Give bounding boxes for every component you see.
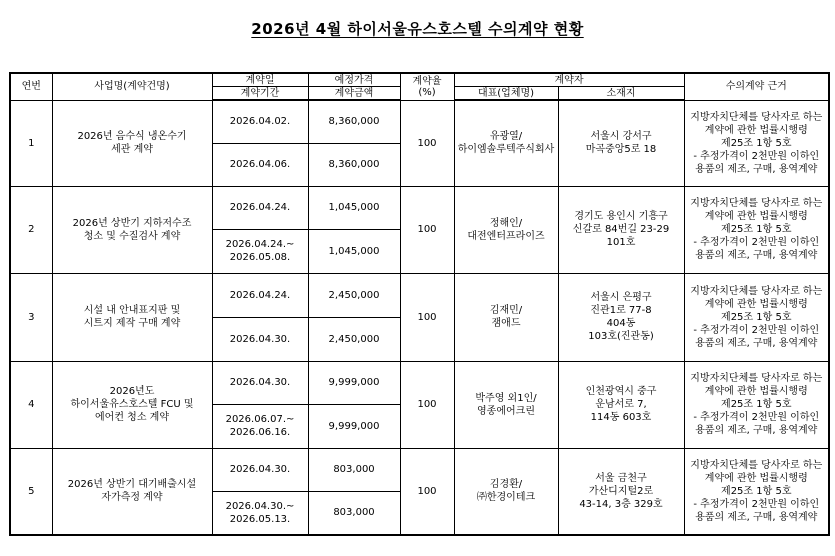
table-row [10, 100, 829, 143]
row-address: 인천광역시 중구 운남서로 7, 114동 603호 [558, 361, 684, 448]
row-representative: 유광열/ 하이엠솔루텍주식회사 [454, 100, 558, 186]
row-basis: 지방자치단체를 당사자로 하는 계약에 관한 법률시행령 제25조 1항 5호 - 추정가격이 2천만원 이하인 용품의 제조, 구매, 용역계약 [684, 186, 829, 273]
row-representative: 김재민/ 잼애드 [454, 273, 558, 361]
row-project: 2026년도 하이서울유스호스텔 FCU 및 에어컨 청소 계약 [52, 361, 212, 448]
row-contract-period: 2026.04.06. [212, 143, 308, 186]
row-contract-period: 2026.04.30. [212, 317, 308, 361]
row-no: 5 [10, 448, 52, 535]
table-row [10, 361, 829, 404]
row-contract-date: 2026.04.24. [212, 186, 308, 229]
header-contract-rate: 계약율 (%) [400, 73, 454, 100]
row-no: 4 [10, 361, 52, 448]
header-project: 사업명(계약건명) [52, 73, 212, 100]
header-no: 연번 [10, 73, 52, 100]
row-project: 2026년 상반기 대기배출시설 자가측정 계약 [52, 448, 212, 535]
row-estimated-price: 1,045,000 [308, 186, 400, 229]
row-address: 서울시 은평구 진관1로 77-8 404동 103호(진관동) [558, 273, 684, 361]
row-project: 2026년 상반기 지하저수조 청소 및 수질검사 계약 [52, 186, 212, 273]
row-rate: 100 [400, 100, 454, 186]
row-rate: 100 [400, 448, 454, 535]
row-contract-date: 2026.04.30. [212, 448, 308, 491]
row-address: 서울시 강서구 마곡중앙5로 18 [558, 100, 684, 186]
row-estimated-price: 803,000 [308, 448, 400, 491]
row-contract-amount: 8,360,000 [308, 143, 400, 186]
table-row [10, 448, 829, 491]
row-estimated-price: 2,450,000 [308, 273, 400, 317]
row-address: 서울 금천구 가산디지털2로 43-14, 3층 329호 [558, 448, 684, 535]
row-contract-date: 2026.04.30. [212, 361, 308, 404]
row-rate: 100 [400, 361, 454, 448]
row-representative: 정해인/ 대전엔터프라이즈 [454, 186, 558, 273]
row-basis: 지방자치단체를 당사자로 하는 계약에 관한 법률시행령 제25조 1항 5호 - 추정가격이 2천만원 이하인 용품의 제조, 구매, 용역계약 [684, 100, 829, 186]
row-contract-amount: 9,999,000 [308, 404, 400, 448]
header-address: 소재지 [558, 87, 684, 101]
header-contract-amount: 계약금액 [308, 87, 400, 101]
header-contract-date: 계약일 [212, 73, 308, 87]
row-estimated-price: 9,999,000 [308, 361, 400, 404]
row-contract-amount: 1,045,000 [308, 229, 400, 273]
header-estimated-price: 예정가격 [308, 73, 400, 87]
row-estimated-price: 8,360,000 [308, 100, 400, 143]
header-contractor: 계약자 [454, 73, 684, 87]
table-header [10, 73, 829, 100]
contract-table [9, 72, 830, 536]
row-contract-amount: 2,450,000 [308, 317, 400, 361]
row-rate: 100 [400, 186, 454, 273]
header-basis: 수의계약 근거 [684, 73, 829, 100]
row-project: 2026년 음수식 냉온수기 세관 계약 [52, 100, 212, 186]
page-title: 2026년 4월 하이서울유스호스텔 수의계약 현황 [251, 20, 584, 38]
row-contract-period: 2026.06.07.~ 2026.06.16. [212, 404, 308, 448]
row-contract-period: 2026.04.24.~ 2026.05.08. [212, 229, 308, 273]
header-representative: 대표(업체명) [454, 87, 558, 101]
row-no: 3 [10, 273, 52, 361]
row-project: 시설 내 안내표지판 및 시트지 제작 구매 계약 [52, 273, 212, 361]
table-row [10, 273, 829, 317]
row-basis: 지방자치단체를 당사자로 하는 계약에 관한 법률시행령 제25조 1항 5호 - 추정가격이 2천만원 이하인 용품의 제조, 구매, 용역계약 [684, 273, 829, 361]
row-contract-date: 2026.04.02. [212, 100, 308, 143]
header-contract-period: 계약기간 [212, 87, 308, 101]
row-contract-date: 2026.04.24. [212, 273, 308, 317]
table-body [10, 100, 829, 535]
row-no: 2 [10, 186, 52, 273]
row-rate: 100 [400, 273, 454, 361]
row-representative: 박주영 외1인/ 영종에어크린 [454, 361, 558, 448]
table-row [10, 186, 829, 229]
row-contract-amount: 803,000 [308, 491, 400, 535]
row-address: 경기도 용인시 기흥구 신갈로 84번길 23-29 101호 [558, 186, 684, 273]
row-representative: 김경환/ ㈜한경이테크 [454, 448, 558, 535]
row-basis: 지방자치단체를 당사자로 하는 계약에 관한 법률시행령 제25조 1항 5호 - 추정가격이 2천만원 이하인 용품의 제조, 구매, 용역계약 [684, 361, 829, 448]
row-no: 1 [10, 100, 52, 186]
row-basis: 지방자치단체를 당사자로 하는 계약에 관한 법률시행령 제25조 1항 5호 - 추정가격이 2천만원 이하인 용품의 제조, 구매, 용역계약 [684, 448, 829, 535]
row-contract-period: 2026.04.30.~ 2026.05.13. [212, 491, 308, 535]
